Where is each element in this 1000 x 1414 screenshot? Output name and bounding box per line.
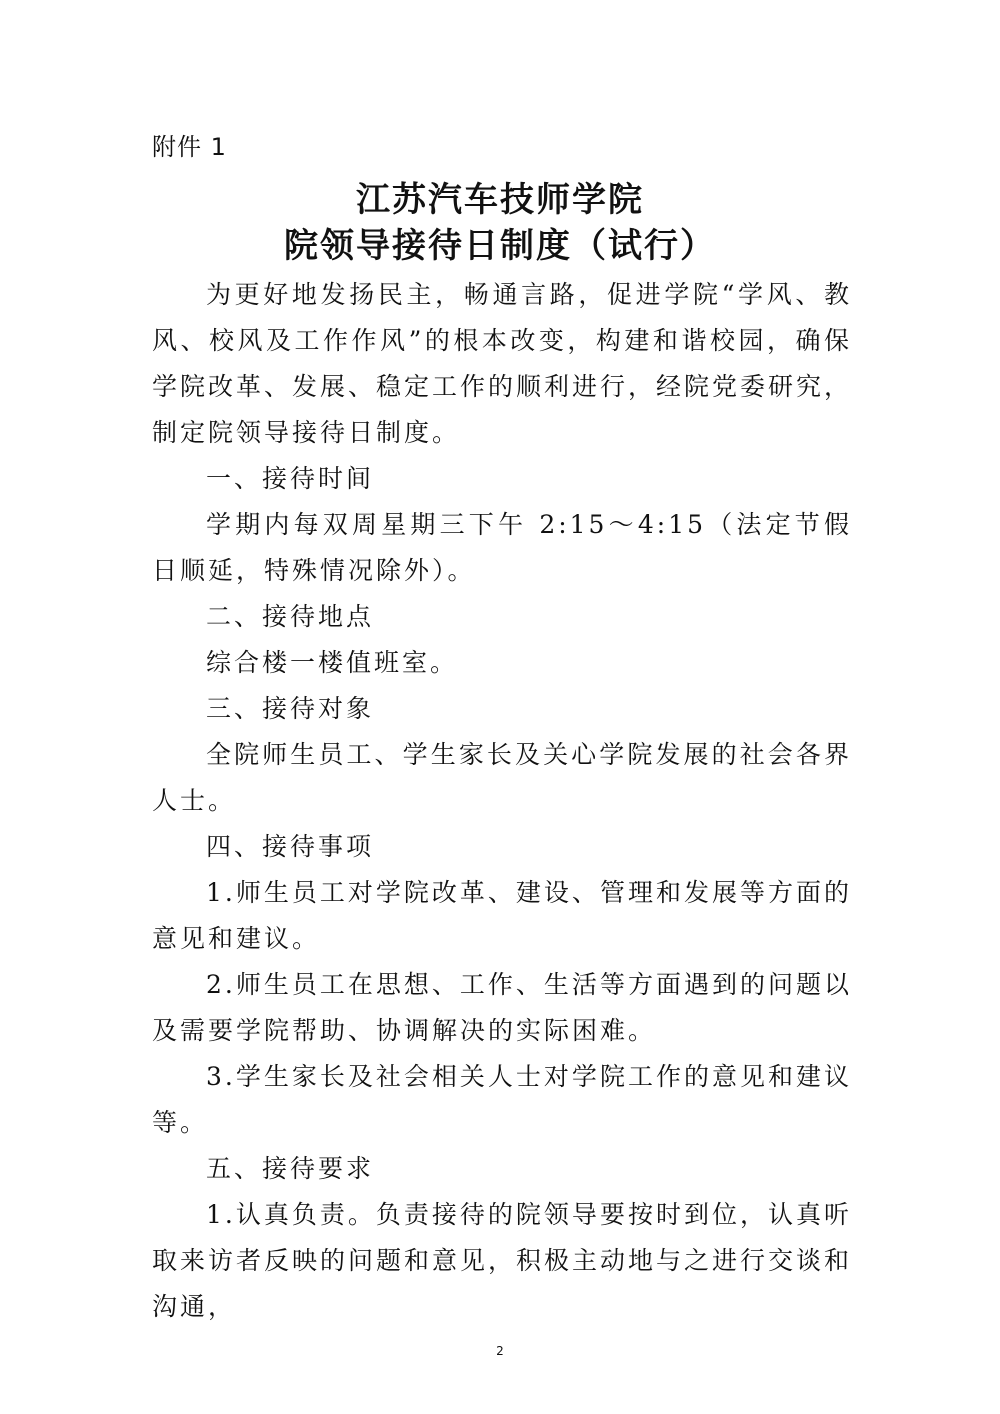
paragraph-audience: 全院师生员工、学生家长及关心学院发展的社会各界人士。 [152, 740, 852, 815]
section-heading-time: 一、接待时间 [206, 464, 375, 493]
section-heading-matters: 四、接待事项 [206, 832, 375, 861]
section-heading-audience: 三、接待对象 [206, 694, 375, 723]
document-title-institution: 江苏汽车技师学院 [356, 180, 644, 220]
paragraph-matter-3: 3.学生家长及社会相关人士对学院工作的意见和建议等。 [152, 1062, 852, 1137]
attachment-label: 附件 1 [152, 133, 227, 161]
paragraph-intro: 为更好地发扬民主，畅通言路，促进学院“学风、教风、校风及工作作风”的根本改变，构建和谐校园，确保学院改革、发展、稳定工作的顺利进行，经院党委研究，制定院领导接待日制度。 [152, 280, 853, 447]
page-number: 2 [496, 1344, 504, 1358]
paragraph-matter-1: 1.师生员工对学院改革、建设、管理和发展等方面的意见和建议。 [152, 878, 852, 953]
section-heading-requirements: 五、接待要求 [206, 1154, 375, 1183]
paragraph-time: 学期内每双周星期三下午 2:15～4:15（法定节假日顺延，特殊情况除外）。 [152, 510, 852, 585]
document-body [152, 272, 852, 1330]
section-heading-location: 二、接待地点 [206, 602, 375, 631]
document-title-regulation: 院领导接待日制度（试行） [284, 226, 716, 266]
paragraph-location: 综合楼一楼值班室。 [206, 648, 459, 677]
paragraph-requirement-1: 1.认真负责。负责接待的院领导要按时到位，认真听取来访者反映的问题和意见，积极主动地与之进行交谈和沟通， [152, 1200, 853, 1321]
paragraph-matter-2: 2.师生员工在思想、工作、生活等方面遇到的问题以及需要学院帮助、协调解决的实际困难。 [152, 970, 852, 1045]
